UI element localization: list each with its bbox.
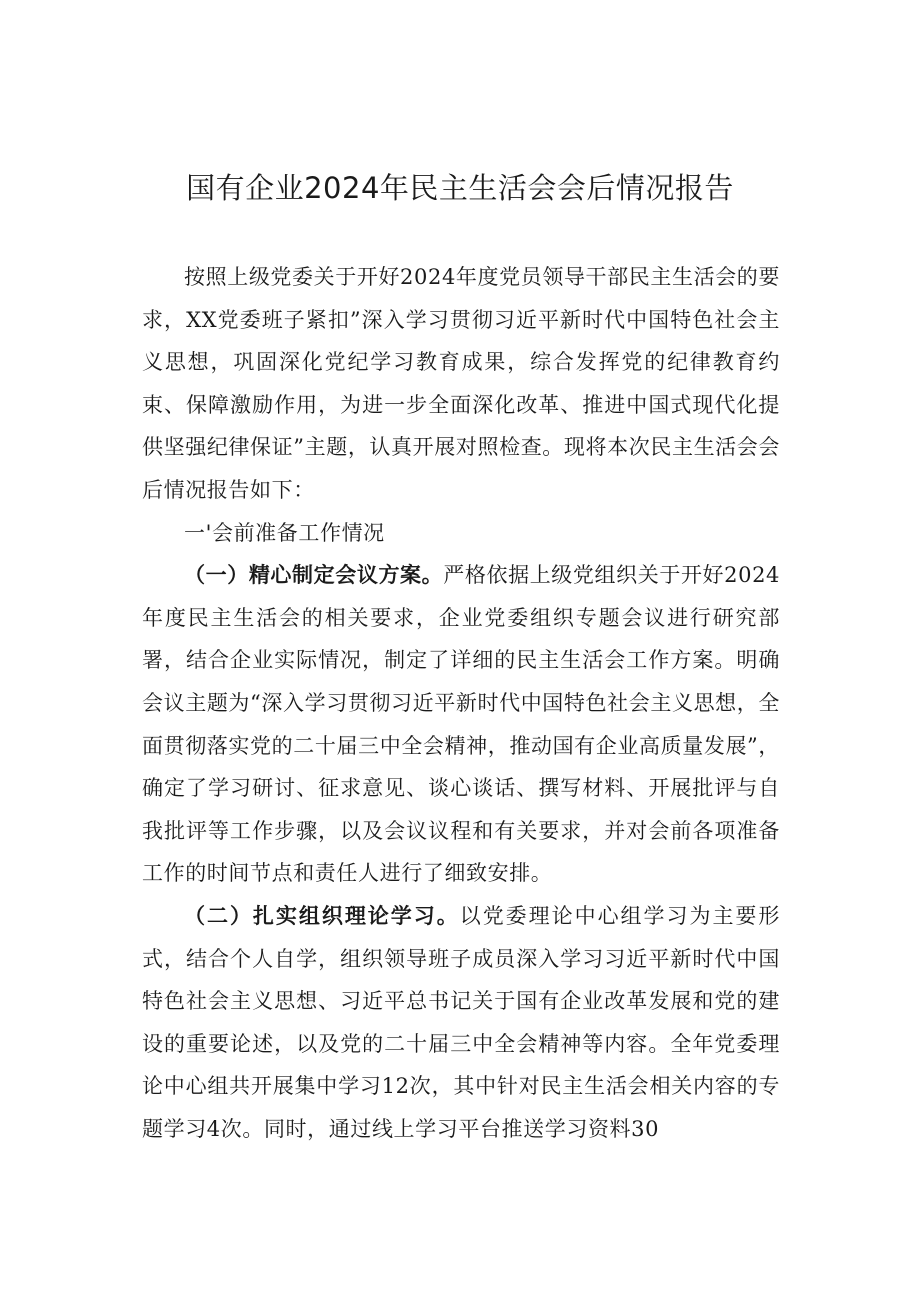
subsection-text-1: 严格依据上级党组织关于开好2024年度民主生活会的相关要求，企业党委组织专题会议进行研究部署，结合企业实际情况，制定了详细的民主生活会工作方案。明确会议主题为“深入学习贯彻习近平新时代中国特色社会主义思想，全面贯彻落实党的二十届三中全会精神，推动国有企业高质量发展”，确定了学习研讨、征求意见、谈心谈话、撰写材料、开展批评与自我批评等工作步骤，以及会议议程和有关要求，并对会前各项准备工作的时间节点和责任人进行了细致安排。 — [142, 563, 780, 886]
document-body — [142, 256, 780, 1150]
subsection-lead-1: （一）精心制定会议方案。 — [184, 563, 444, 588]
document-title: 国有企业2024年民主生活会会后情况报告 — [186, 171, 734, 205]
section-heading-1: 一'会前准备工作情况 — [184, 520, 385, 545]
subsection-paragraph-2 — [142, 895, 780, 1151]
subsection-paragraph-1 — [142, 554, 780, 895]
subsection-text-2: 以党委理论中心组学习为主要形式，结合个人自学，组织领导班子成员深入学习习近平新时代中国特色社会主义思想、习近平总书记关于国有企业改革发展和党的建设的重要论述，以及党的二十届三中全会精神等内容。全年党委理论中心组共开展集中学习12次，其中针对民主生活会相关内容的专题学习4次。同时，通过线上学习平台推送学习资料30 — [142, 903, 781, 1141]
intro-paragraph: 按照上级党委关于开好2024年度党员领导干部民主生活会的要求，XX党委班子紧扣”深入学习贯彻习近平新时代中国特色社会主义思想，巩固深化党纪学习教育成果，综合发挥党的纪律教育约束、保障激励作用，为进一步全面深化改革、推进中国式现代化提供坚强纪律保证”主题，认真开展对照检查。现将本次民主生活会会后情况报告如下： — [142, 265, 780, 502]
subsection-lead-2: （二）扎实组织理论学习。 — [184, 903, 460, 928]
